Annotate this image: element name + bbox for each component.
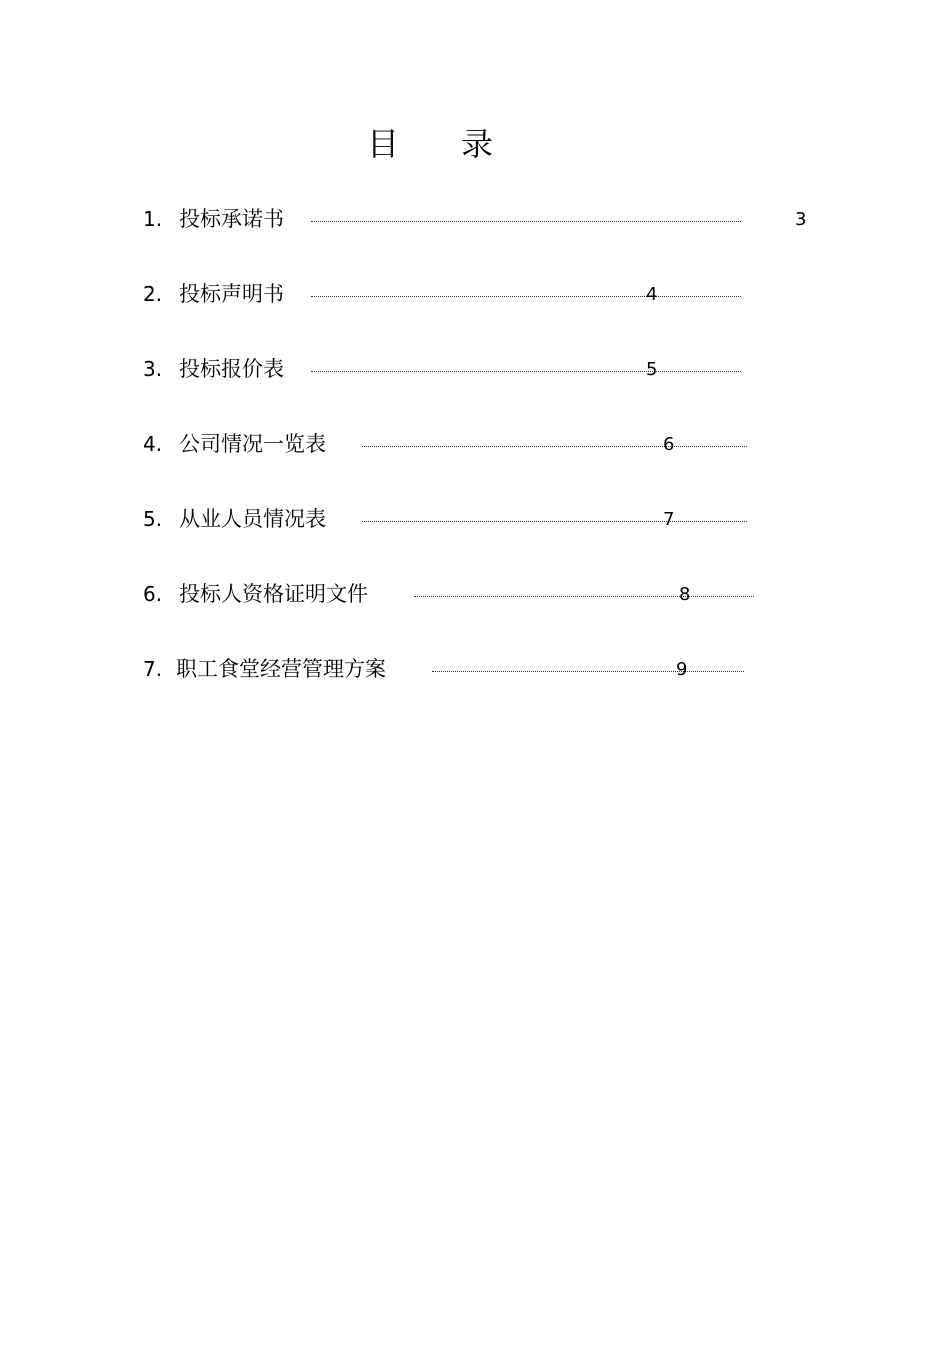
toc-entry-page: 6 (663, 434, 675, 455)
toc-entry-label: 投标人资格证明文件 (179, 582, 368, 606)
toc-leader-dots (432, 671, 744, 672)
toc-entry-page: 5 (646, 359, 658, 380)
toc-leader-dots (414, 596, 754, 597)
toc-entry-label: 职工食堂经营管理方案 (176, 657, 386, 681)
toc-entry-label: 公司情况一览表 (179, 432, 326, 456)
toc-entry[interactable] (0, 578, 950, 610)
toc-entry-page: 3 (795, 209, 807, 230)
toc-entry-page: 8 (679, 584, 691, 605)
toc-entry-number: 3. (143, 357, 163, 381)
toc-leader-dots (311, 296, 741, 297)
toc-entry-number: 7. (143, 657, 163, 681)
toc-leader-dots (362, 521, 747, 522)
toc-title-char-1: 目 (366, 125, 399, 163)
toc-entry-page: 4 (646, 284, 658, 305)
toc-entry[interactable] (0, 278, 950, 310)
toc-entry[interactable] (0, 428, 950, 460)
toc-leader-dots (362, 446, 747, 447)
toc-title (0, 122, 860, 166)
toc-entry-page: 9 (676, 659, 688, 680)
toc-entry-number: 1. (143, 207, 163, 231)
toc-entry-label: 投标声明书 (179, 282, 284, 306)
toc-entry[interactable] (0, 503, 950, 535)
toc-entry[interactable] (0, 353, 950, 385)
toc-leader-dots (311, 221, 741, 222)
toc-title-char-2: 录 (461, 125, 494, 163)
toc-entry-number: 5. (143, 507, 163, 531)
toc-entry-page: 7 (663, 509, 675, 530)
toc-entry-number: 2. (143, 282, 163, 306)
toc-entry-number: 6. (143, 582, 163, 606)
toc-entry-label: 投标报价表 (179, 357, 284, 381)
toc-entry-label: 从业人员情况表 (179, 507, 326, 531)
toc-entry[interactable] (0, 653, 950, 685)
toc-entry-number: 4. (143, 432, 163, 456)
toc-entry[interactable] (0, 203, 950, 235)
toc-leader-dots (311, 371, 741, 372)
toc-entry-label: 投标承诺书 (179, 207, 284, 231)
